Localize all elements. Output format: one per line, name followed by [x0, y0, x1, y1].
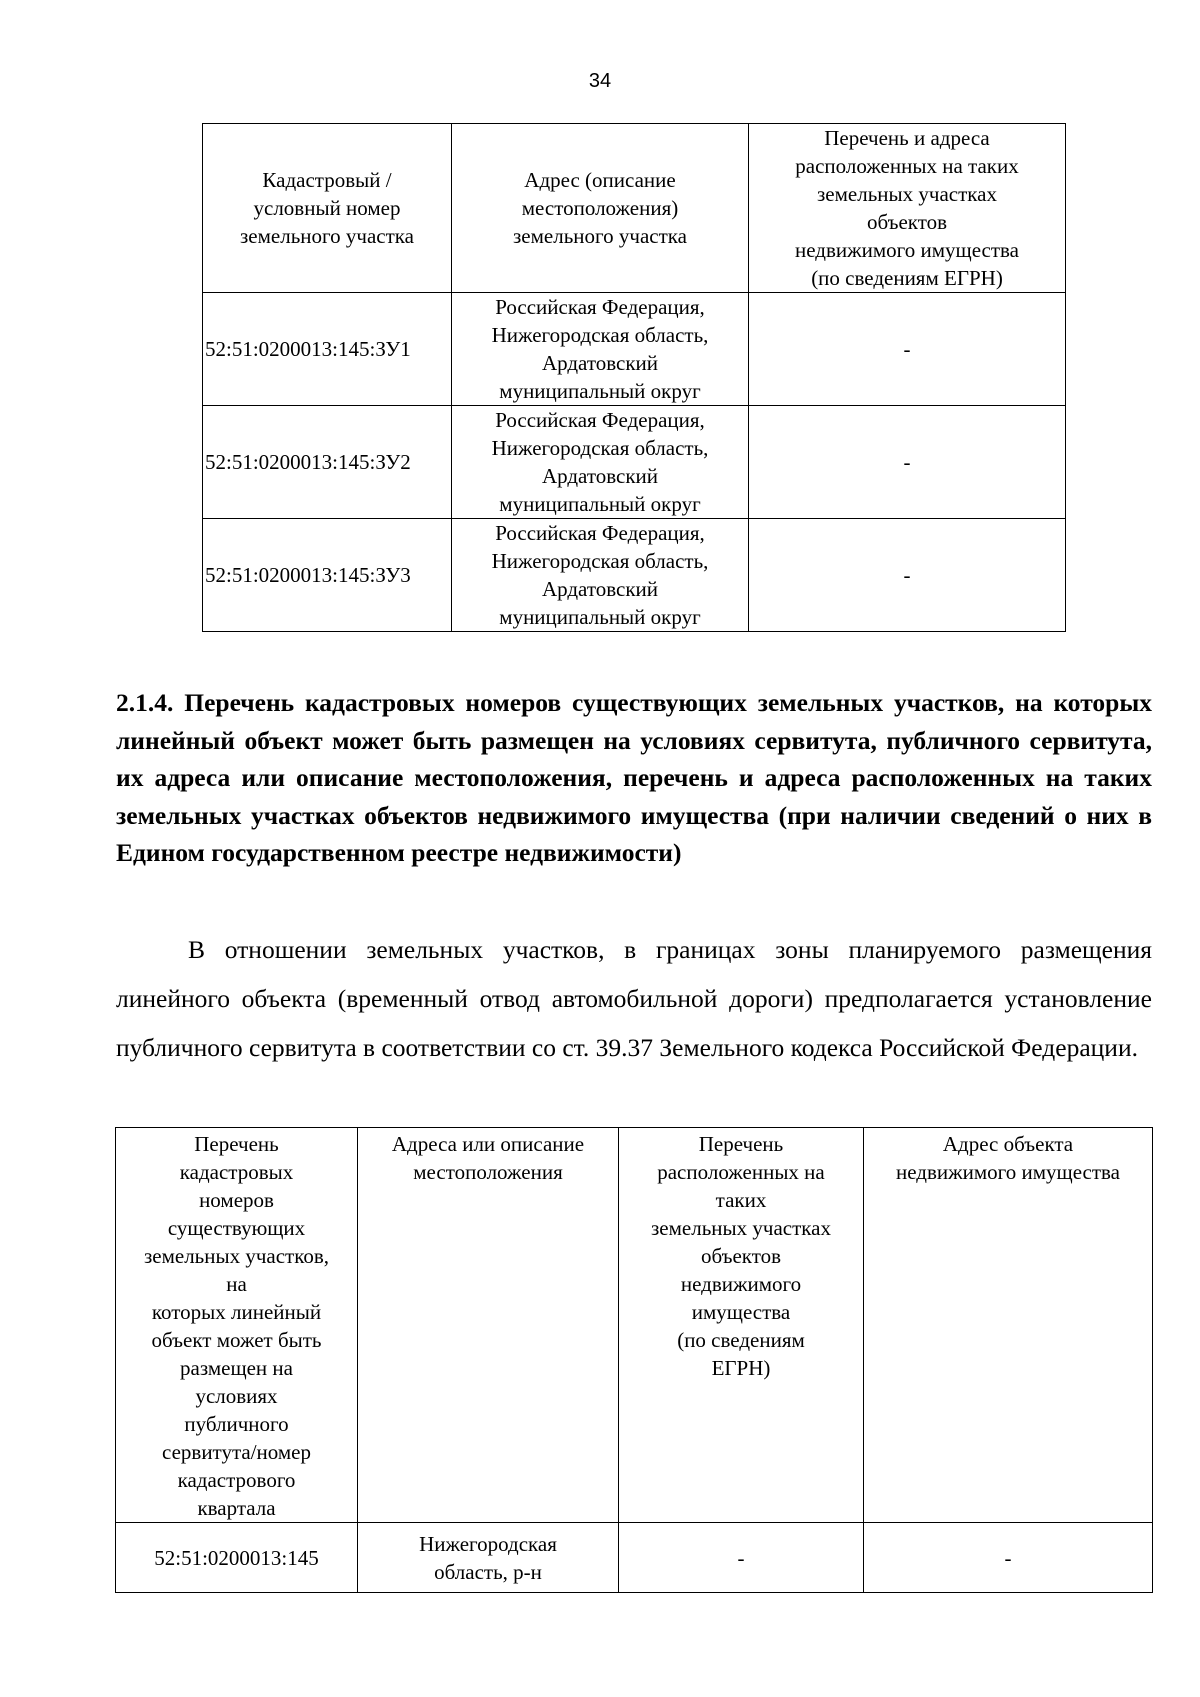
body-paragraph: В отношении земельных участков, в границах зоны планируемого размещения линейного объекта (временный отвод автомобильной дороги) предполагается установление публичного сервитута в соответствии со ст. 39.37 Земельного кодекса Российской Федерации.	[116, 935, 1152, 1062]
objects-cell: -	[749, 519, 1066, 632]
object-address-cell: -	[864, 1523, 1153, 1593]
header-objects-list: Перечень и адреса расположенных на таких земельных участках объектов недвижимого имущества (по сведениям ЕГРН)	[749, 124, 1066, 293]
address-cell: Российская Федерация, Нижегородская область, Ардатовский муниципальный округ	[452, 406, 749, 519]
table-row	[116, 1523, 1153, 1593]
table-row	[203, 293, 1066, 406]
table-row	[203, 406, 1066, 519]
header-cadastral-list: Перечень кадастровых номеров существующих земельных участков, на которых линейный объект может быть размещен на условиях публичного сервитута/номер кадастрового квартала	[116, 1128, 358, 1523]
cadastral-number-cell: 52:51:0200013:145:ЗУ1	[203, 293, 452, 406]
header-cadastral-number: Кадастровый / условный номер земельного участка	[203, 124, 452, 293]
servitude-plots-table	[115, 1127, 1153, 1593]
objects-cell: -	[619, 1523, 864, 1593]
section-heading: 2.1.4. Перечень кадастровых номеров существующих земельных участков, на которых линейный объект может быть размещен на условиях сервитута, публичного сервитута, их адреса или описание местоположения, перечень и адреса расположенных на таких земельных участках объектов недвижимого имущества (при наличии сведений о них в Едином государственном реестре недвижимости)	[116, 688, 1152, 867]
address-cell: Российская Федерация, Нижегородская область, Ардатовский муниципальный округ	[452, 293, 749, 406]
table-row	[203, 519, 1066, 632]
cadastral-number-cell: 52:51:0200013:145	[116, 1523, 358, 1593]
header-objects-list: Перечень расположенных на таких земельных участках объектов недвижимого имущества (по сведениям ЕГРН)	[619, 1128, 864, 1523]
table-header-row	[116, 1128, 1153, 1523]
table-header-row	[203, 124, 1066, 293]
header-address: Адреса или описание местоположения	[358, 1128, 619, 1523]
address-cell: Российская Федерация, Нижегородская область, Ардатовский муниципальный округ	[452, 519, 749, 632]
header-address: Адрес (описание местоположения) земельного участка	[452, 124, 749, 293]
objects-cell: -	[749, 406, 1066, 519]
objects-cell: -	[749, 293, 1066, 406]
page-number: 34	[588, 70, 612, 92]
land-plots-table	[202, 123, 1066, 632]
cadastral-number-cell: 52:51:0200013:145:ЗУ2	[203, 406, 452, 519]
address-cell: Нижегородская область, р-н	[358, 1523, 619, 1593]
cadastral-number-cell: 52:51:0200013:145:ЗУ3	[203, 519, 452, 632]
header-object-address: Адрес объекта недвижимого имущества	[864, 1128, 1153, 1523]
